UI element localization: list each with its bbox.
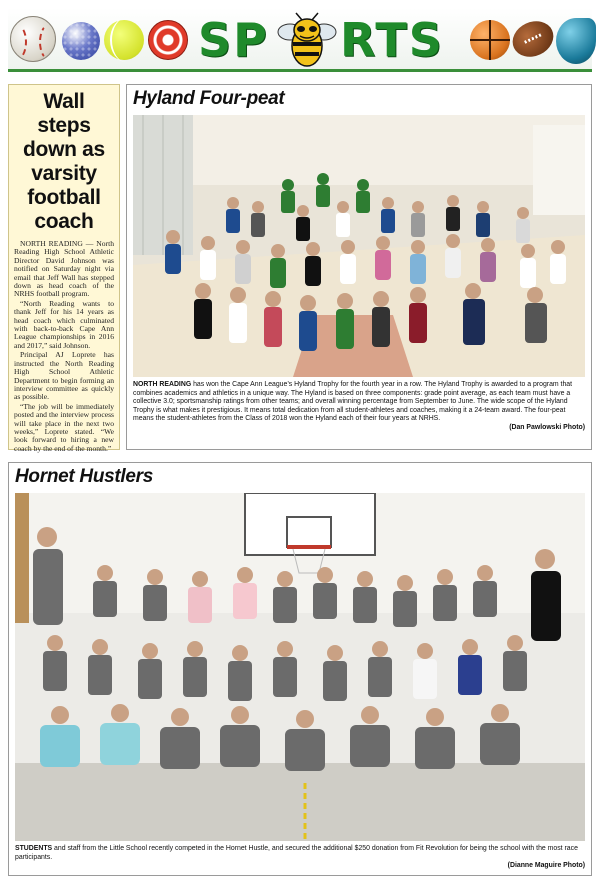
ball-icon [556, 18, 596, 64]
hyland-caption-text: has won the Cape Ann League’s Hyland Trophy for the fourth year in a row. The Hyland Trophy is awarded to a program that combines academics and athletics in a unique way. The Hyland is based on three components: grade point average, as each team must have a collective 3.0; sportsmanship ratings from other teams; and overall winning percentage from September to June. The wide scope of the Hyland Trophy is what makes it prestigious. It means total dedication from all student-athletes and coaches, making it a 24-team award. The four-peat means the student-athletes from the Class of 2018 won the Hyland each of their four years at NRHS. [133, 381, 573, 423]
tennis-ball-icon [104, 20, 144, 60]
football-icon [507, 15, 559, 64]
soccer-ball-icon [148, 20, 188, 60]
hyland-caption [133, 381, 585, 433]
hornet-caption [15, 845, 585, 871]
hyland-group-photo [133, 115, 585, 377]
hyland-caption-lead: NORTH READING [133, 381, 192, 388]
hyland-title: Hyland Four-peat [133, 88, 285, 109]
hyland-photo-credit: (Dan Pawlowski Photo) [509, 423, 585, 431]
sports-title-left: SP [198, 13, 269, 67]
article-paragraph: “The job will be immediately posted and the interview process will take place in the next two weeks,” Loprete stated. “We look forward to hiring a new coach by the end of the month.” [14, 401, 114, 453]
hornet-mascot-icon [276, 12, 338, 70]
hornet-title: Hornet Hustlers [15, 466, 154, 487]
hornet-photo-section [8, 462, 592, 876]
article-body [14, 240, 114, 453]
golf-ball-icon [62, 22, 100, 60]
hyland-photo-section [126, 84, 592, 450]
sports-title-right: RTS [340, 13, 444, 67]
hornet-caption-text: and staff from the Little School recently competed in the Hornet Hustle, and secured the additional $250 donation from Fit Revolution for being the school with the most race participants. [15, 845, 578, 861]
hornet-caption-lead: STUDENTS [15, 845, 53, 852]
article-headline: Wall steps down as varsity football coach [23, 90, 105, 233]
hornet-group-photo [15, 493, 585, 841]
hornet-photo-credit: (Dianne Maguire Photo) [507, 862, 585, 870]
basketball-icon [470, 20, 510, 60]
sports-banner [8, 8, 592, 72]
baseball-icon [10, 16, 56, 62]
article-paragraph: Principal AJ Loprete has instructed the North Reading High School Athletic Department to begin forming an interview committee as quickly as possible. [14, 350, 114, 402]
article-wall-steps-down [8, 84, 120, 453]
article-paragraph: “North Reading wants to thank Jeff for his 14 years as head coach which culminated with back-to-back Cape Ann League championships in 2016 and 2017,” said Johnson. [14, 298, 114, 350]
article-paragraph: NORTH READING — North Reading High School Athletic Director David Johnson was notified on Saturday night via email that Jeff Wall has stepped down as head coach of the NRHS football program. [14, 239, 114, 299]
